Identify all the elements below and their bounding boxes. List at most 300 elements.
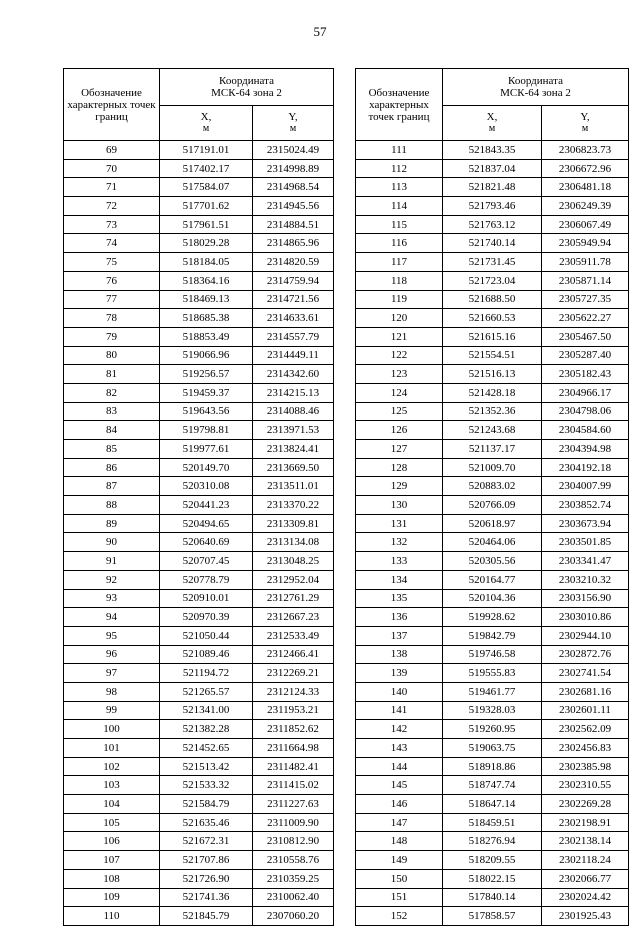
y-coordinate-cell: 2301925.43 (542, 907, 629, 926)
y-coordinate-cell: 2302944.10 (542, 626, 629, 645)
point-number-cell: 70 (64, 159, 160, 178)
table-row (356, 159, 629, 178)
y-coordinate-cell: 2305871.14 (542, 271, 629, 290)
point-designation-header: Обозначение характерных точек границ (356, 69, 443, 141)
table-row (64, 346, 334, 365)
x-coordinate-cell: 519977.61 (160, 440, 253, 459)
table-row (356, 701, 629, 720)
x-coordinate-cell: 521341.00 (160, 701, 253, 720)
y-label: Y, (580, 111, 590, 123)
table-row (64, 757, 334, 776)
x-coordinate-cell: 521243.68 (443, 421, 542, 440)
x-coordinate-cell: 518853.49 (160, 327, 253, 346)
y-coordinate-cell: 2311009.90 (253, 813, 334, 832)
y-coordinate-cell: 2312761.29 (253, 589, 334, 608)
point-number-cell: 74 (64, 234, 160, 253)
point-number-cell: 69 (64, 141, 160, 160)
table-row (64, 215, 334, 234)
point-number-cell: 87 (64, 477, 160, 496)
point-number-cell: 125 (356, 402, 443, 421)
table-row (356, 383, 629, 402)
point-number-cell: 77 (64, 290, 160, 309)
table-row (64, 197, 334, 216)
x-coordinate-cell: 521009.70 (443, 458, 542, 477)
x-coordinate-cell: 521688.50 (443, 290, 542, 309)
table-row (356, 440, 629, 459)
x-coordinate-cell: 520618.97 (443, 514, 542, 533)
point-number-cell: 75 (64, 253, 160, 272)
point-number-cell: 93 (64, 589, 160, 608)
y-coordinate-cell: 2312952.04 (253, 570, 334, 589)
y-coordinate-cell: 2312667.23 (253, 608, 334, 627)
y-coordinate-cell: 2313971.53 (253, 421, 334, 440)
x-coordinate-cell: 519063.75 (443, 739, 542, 758)
x-label: X, (200, 111, 212, 123)
y-coordinate-cell: 2314945.56 (253, 197, 334, 216)
x-coordinate-cell: 517701.62 (160, 197, 253, 216)
point-number-cell: 114 (356, 197, 443, 216)
x-coordinate-cell: 517402.17 (160, 159, 253, 178)
y-column-header (253, 106, 334, 141)
x-coordinate-cell: 520707.45 (160, 552, 253, 571)
point-number-cell: 105 (64, 813, 160, 832)
table-row (356, 869, 629, 888)
point-number-cell: 138 (356, 645, 443, 664)
y-coordinate-cell: 2314721.56 (253, 290, 334, 309)
y-coordinate-cell: 2302198.91 (542, 813, 629, 832)
point-number-cell: 91 (64, 552, 160, 571)
y-coordinate-cell: 2304007.99 (542, 477, 629, 496)
point-number-cell: 122 (356, 346, 443, 365)
x-unit: м (488, 123, 496, 134)
y-coordinate-cell: 2305287.40 (542, 346, 629, 365)
table-row (356, 514, 629, 533)
table-row (356, 290, 629, 309)
table-row (356, 234, 629, 253)
point-number-cell: 90 (64, 533, 160, 552)
point-number-cell: 121 (356, 327, 443, 346)
y-coordinate-cell: 2310812.90 (253, 832, 334, 851)
table-row (64, 159, 334, 178)
x-coordinate-cell: 520778.79 (160, 570, 253, 589)
table-row (64, 552, 334, 571)
table-row (356, 309, 629, 328)
point-number-cell: 79 (64, 327, 160, 346)
table-row (64, 533, 334, 552)
y-coordinate-cell: 2302118.24 (542, 851, 629, 870)
table-row (64, 458, 334, 477)
y-coordinate-cell: 2305727.35 (542, 290, 629, 309)
x-coordinate-cell: 518029.28 (160, 234, 253, 253)
x-coordinate-cell: 519459.37 (160, 383, 253, 402)
table-row (64, 701, 334, 720)
y-coordinate-cell: 2314557.79 (253, 327, 334, 346)
y-coordinate-cell: 2312124.33 (253, 682, 334, 701)
x-coordinate-cell: 518918.86 (443, 757, 542, 776)
table-row (64, 776, 334, 795)
table-row (356, 907, 629, 926)
point-number-cell: 144 (356, 757, 443, 776)
table-row (356, 757, 629, 776)
point-number-cell: 120 (356, 309, 443, 328)
y-coordinate-cell: 2304584.60 (542, 421, 629, 440)
table-row (356, 795, 629, 814)
point-number-cell: 98 (64, 682, 160, 701)
table-row (356, 402, 629, 421)
x-coordinate-cell: 518685.38 (160, 309, 253, 328)
table-row (64, 907, 334, 926)
point-number-cell: 133 (356, 552, 443, 571)
table-row (64, 645, 334, 664)
x-coordinate-cell: 521793.46 (443, 197, 542, 216)
x-coordinate-cell: 517584.07 (160, 178, 253, 197)
point-number-cell: 99 (64, 701, 160, 720)
point-number-cell: 118 (356, 271, 443, 290)
y-coordinate-cell: 2312269.21 (253, 664, 334, 683)
y-coordinate-cell: 2314342.60 (253, 365, 334, 384)
point-number-cell: 78 (64, 309, 160, 328)
point-number-cell: 137 (356, 626, 443, 645)
x-coordinate-cell: 520441.23 (160, 496, 253, 515)
coordinate-title: Координата (219, 75, 274, 87)
point-number-cell: 145 (356, 776, 443, 795)
point-number-cell: 102 (64, 757, 160, 776)
table-row (356, 346, 629, 365)
table-row (356, 178, 629, 197)
table-row (64, 589, 334, 608)
y-coordinate-cell: 2310558.76 (253, 851, 334, 870)
point-number-cell: 142 (356, 720, 443, 739)
y-coordinate-cell: 2313370.22 (253, 496, 334, 515)
table-row (356, 477, 629, 496)
y-coordinate-cell: 2311953.21 (253, 701, 334, 720)
table-row (356, 496, 629, 515)
left-table-body (64, 141, 334, 926)
x-coordinate-cell: 521707.86 (160, 851, 253, 870)
point-number-cell: 84 (64, 421, 160, 440)
point-number-cell: 135 (356, 589, 443, 608)
point-number-cell: 134 (356, 570, 443, 589)
table-row (356, 570, 629, 589)
table-row (356, 458, 629, 477)
x-coordinate-cell: 517961.51 (160, 215, 253, 234)
x-coordinate-cell: 520164.77 (443, 570, 542, 589)
x-coordinate-cell: 519328.03 (443, 701, 542, 720)
y-coordinate-cell: 2314865.96 (253, 234, 334, 253)
x-coordinate-cell: 521265.57 (160, 682, 253, 701)
point-number-cell: 119 (356, 290, 443, 309)
point-number-cell: 89 (64, 514, 160, 533)
y-coordinate-cell: 2305949.94 (542, 234, 629, 253)
table-row (356, 813, 629, 832)
table-row (356, 720, 629, 739)
point-number-cell: 88 (64, 496, 160, 515)
table-row (64, 496, 334, 515)
point-number-cell: 141 (356, 701, 443, 720)
y-coordinate-cell: 2302456.83 (542, 739, 629, 758)
point-number-cell: 73 (64, 215, 160, 234)
x-coordinate-cell: 518022.15 (443, 869, 542, 888)
y-coordinate-cell: 2314088.46 (253, 402, 334, 421)
table-row (356, 215, 629, 234)
coordinate-group-header (443, 69, 629, 106)
y-coordinate-cell: 2304798.06 (542, 402, 629, 421)
point-number-cell: 104 (64, 795, 160, 814)
y-coordinate-cell: 2302269.28 (542, 795, 629, 814)
x-coordinate-cell: 521845.79 (160, 907, 253, 926)
x-coordinate-cell: 521763.12 (443, 215, 542, 234)
table-row (356, 608, 629, 627)
point-number-cell: 146 (356, 795, 443, 814)
x-coordinate-cell: 521382.28 (160, 720, 253, 739)
point-number-cell: 117 (356, 253, 443, 272)
table-row (356, 888, 629, 907)
x-column-header (160, 106, 253, 141)
table-row (64, 178, 334, 197)
x-coordinate-cell: 521137.17 (443, 440, 542, 459)
x-coordinate-cell: 519256.57 (160, 365, 253, 384)
y-coordinate-cell: 2313134.08 (253, 533, 334, 552)
point-number-cell: 136 (356, 608, 443, 627)
y-coordinate-cell: 2313309.81 (253, 514, 334, 533)
x-coordinate-cell: 521723.04 (443, 271, 542, 290)
x-coordinate-cell: 521726.90 (160, 869, 253, 888)
table-row (64, 309, 334, 328)
table-row (64, 832, 334, 851)
table-row (64, 570, 334, 589)
point-number-cell: 139 (356, 664, 443, 683)
table-row (64, 327, 334, 346)
point-number-cell: 81 (64, 365, 160, 384)
point-number-cell: 140 (356, 682, 443, 701)
table-row (356, 739, 629, 758)
table-row (356, 776, 629, 795)
y-coordinate-cell: 2304192.18 (542, 458, 629, 477)
coordinate-system: МСК-64 зона 2 (211, 87, 282, 99)
x-coordinate-cell: 521516.13 (443, 365, 542, 384)
y-coordinate-cell: 2302741.54 (542, 664, 629, 683)
table-row (64, 253, 334, 272)
x-coordinate-cell: 518459.51 (443, 813, 542, 832)
y-column-header (542, 106, 629, 141)
y-coordinate-cell: 2303501.85 (542, 533, 629, 552)
y-coordinate-cell: 2303010.86 (542, 608, 629, 627)
x-coordinate-cell: 521554.51 (443, 346, 542, 365)
x-coordinate-cell: 521821.48 (443, 178, 542, 197)
point-number-cell: 110 (64, 907, 160, 926)
table-row (356, 645, 629, 664)
table-row (64, 795, 334, 814)
x-coordinate-cell: 518184.05 (160, 253, 253, 272)
x-coordinate-cell: 519461.77 (443, 682, 542, 701)
coordinate-system: МСК-64 зона 2 (500, 87, 571, 99)
x-coordinate-cell: 518747.74 (443, 776, 542, 795)
point-number-cell: 124 (356, 383, 443, 402)
point-number-cell: 111 (356, 141, 443, 160)
x-coordinate-cell: 521843.35 (443, 141, 542, 160)
y-coordinate-cell: 2311482.41 (253, 757, 334, 776)
x-coordinate-cell: 517840.14 (443, 888, 542, 907)
y-coordinate-cell: 2314759.94 (253, 271, 334, 290)
x-coordinate-cell: 521050.44 (160, 626, 253, 645)
point-number-cell: 71 (64, 178, 160, 197)
point-number-cell: 143 (356, 739, 443, 758)
x-coordinate-cell: 520310.08 (160, 477, 253, 496)
point-number-cell: 92 (64, 570, 160, 589)
x-coordinate-cell: 519555.83 (443, 664, 542, 683)
point-number-cell: 149 (356, 851, 443, 870)
table-row (64, 271, 334, 290)
table-row (64, 851, 334, 870)
y-coordinate-cell: 2303852.74 (542, 496, 629, 515)
y-coordinate-cell: 2303210.32 (542, 570, 629, 589)
y-coordinate-cell: 2313048.25 (253, 552, 334, 571)
x-coordinate-cell: 518209.55 (443, 851, 542, 870)
point-number-cell: 148 (356, 832, 443, 851)
table-row (356, 851, 629, 870)
coordinate-group-header (160, 69, 334, 106)
point-number-cell: 132 (356, 533, 443, 552)
y-coordinate-cell: 2315024.49 (253, 141, 334, 160)
table-row (64, 608, 334, 627)
x-coordinate-cell: 519842.79 (443, 626, 542, 645)
table-row (64, 813, 334, 832)
point-number-cell: 85 (64, 440, 160, 459)
table-row (356, 626, 629, 645)
y-coordinate-cell: 2302562.09 (542, 720, 629, 739)
point-number-cell: 147 (356, 813, 443, 832)
coordinates-table-left (63, 68, 334, 926)
table-row (64, 290, 334, 309)
table-row (356, 533, 629, 552)
point-number-cell: 95 (64, 626, 160, 645)
y-coordinate-cell: 2314968.54 (253, 178, 334, 197)
x-coordinate-cell: 520970.39 (160, 608, 253, 627)
point-number-cell: 96 (64, 645, 160, 664)
y-coordinate-cell: 2313669.50 (253, 458, 334, 477)
table-row (64, 383, 334, 402)
point-number-cell: 115 (356, 215, 443, 234)
table-row (356, 682, 629, 701)
point-number-cell: 82 (64, 383, 160, 402)
point-number-cell: 131 (356, 514, 443, 533)
coordinate-title: Координата (508, 75, 563, 87)
table-row (64, 664, 334, 683)
y-coordinate-cell: 2312533.49 (253, 626, 334, 645)
y-coordinate-cell: 2302138.14 (542, 832, 629, 851)
y-coordinate-cell: 2314820.59 (253, 253, 334, 272)
y-coordinate-cell: 2314449.11 (253, 346, 334, 365)
point-number-cell: 130 (356, 496, 443, 515)
x-coordinate-cell: 518647.14 (443, 795, 542, 814)
y-coordinate-cell: 2302385.98 (542, 757, 629, 776)
point-number-cell: 94 (64, 608, 160, 627)
x-unit: м (202, 123, 210, 134)
page-number: 57 (313, 24, 327, 39)
point-number-cell: 112 (356, 159, 443, 178)
point-number-cell: 108 (64, 869, 160, 888)
y-coordinate-cell: 2302310.55 (542, 776, 629, 795)
point-number-cell: 150 (356, 869, 443, 888)
x-coordinate-cell: 520305.56 (443, 552, 542, 571)
y-coordinate-cell: 2305622.27 (542, 309, 629, 328)
x-coordinate-cell: 519746.58 (443, 645, 542, 664)
x-coordinate-cell: 518364.16 (160, 271, 253, 290)
table-row (64, 720, 334, 739)
x-coordinate-cell: 521533.32 (160, 776, 253, 795)
y-coordinate-cell: 2304394.98 (542, 440, 629, 459)
y-coordinate-cell: 2302872.76 (542, 645, 629, 664)
x-coordinate-cell: 521452.65 (160, 739, 253, 758)
x-coordinate-cell: 518276.94 (443, 832, 542, 851)
y-coordinate-cell: 2314998.89 (253, 159, 334, 178)
y-unit: м (289, 123, 297, 134)
y-label: Y, (288, 111, 298, 123)
x-coordinate-cell: 519066.96 (160, 346, 253, 365)
point-number-cell: 72 (64, 197, 160, 216)
y-coordinate-cell: 2310062.40 (253, 888, 334, 907)
table-row (64, 888, 334, 907)
point-number-cell: 80 (64, 346, 160, 365)
y-coordinate-cell: 2305182.43 (542, 365, 629, 384)
point-number-cell: 107 (64, 851, 160, 870)
x-coordinate-cell: 520149.70 (160, 458, 253, 477)
x-coordinate-cell: 521672.31 (160, 832, 253, 851)
x-coordinate-cell: 521584.79 (160, 795, 253, 814)
y-coordinate-cell: 2302601.11 (542, 701, 629, 720)
y-coordinate-cell: 2306067.49 (542, 215, 629, 234)
x-coordinate-cell: 517858.57 (443, 907, 542, 926)
point-number-cell: 103 (64, 776, 160, 795)
point-number-cell: 97 (64, 664, 160, 683)
x-coordinate-cell: 520104.36 (443, 589, 542, 608)
y-coordinate-cell: 2304966.17 (542, 383, 629, 402)
point-number-cell: 129 (356, 477, 443, 496)
table-row (64, 739, 334, 758)
table-row (356, 664, 629, 683)
y-unit: м (581, 123, 589, 134)
point-number-cell: 101 (64, 739, 160, 758)
y-coordinate-cell: 2313511.01 (253, 477, 334, 496)
x-coordinate-cell: 521837.04 (443, 159, 542, 178)
table-row (356, 253, 629, 272)
table-row (64, 402, 334, 421)
table-row (356, 832, 629, 851)
point-designation-header: Обозначение характерных точек границ (64, 69, 160, 141)
x-coordinate-cell: 521660.53 (443, 309, 542, 328)
y-coordinate-cell: 2303341.47 (542, 552, 629, 571)
point-number-cell: 123 (356, 365, 443, 384)
point-number-cell: 152 (356, 907, 443, 926)
y-coordinate-cell: 2314633.61 (253, 309, 334, 328)
y-coordinate-cell: 2305911.78 (542, 253, 629, 272)
y-coordinate-cell: 2311852.62 (253, 720, 334, 739)
table-row (356, 141, 629, 160)
x-coordinate-cell: 521428.18 (443, 383, 542, 402)
y-coordinate-cell: 2302024.42 (542, 888, 629, 907)
point-number-cell: 128 (356, 458, 443, 477)
y-coordinate-cell: 2302066.77 (542, 869, 629, 888)
y-coordinate-cell: 2305467.50 (542, 327, 629, 346)
y-coordinate-cell: 2306249.39 (542, 197, 629, 216)
x-coordinate-cell: 521740.14 (443, 234, 542, 253)
table-row (356, 365, 629, 384)
y-coordinate-cell: 2311664.98 (253, 739, 334, 758)
x-coordinate-cell: 520766.09 (443, 496, 542, 515)
x-coordinate-cell: 518469.13 (160, 290, 253, 309)
point-number-cell: 151 (356, 888, 443, 907)
y-coordinate-cell: 2312466.41 (253, 645, 334, 664)
